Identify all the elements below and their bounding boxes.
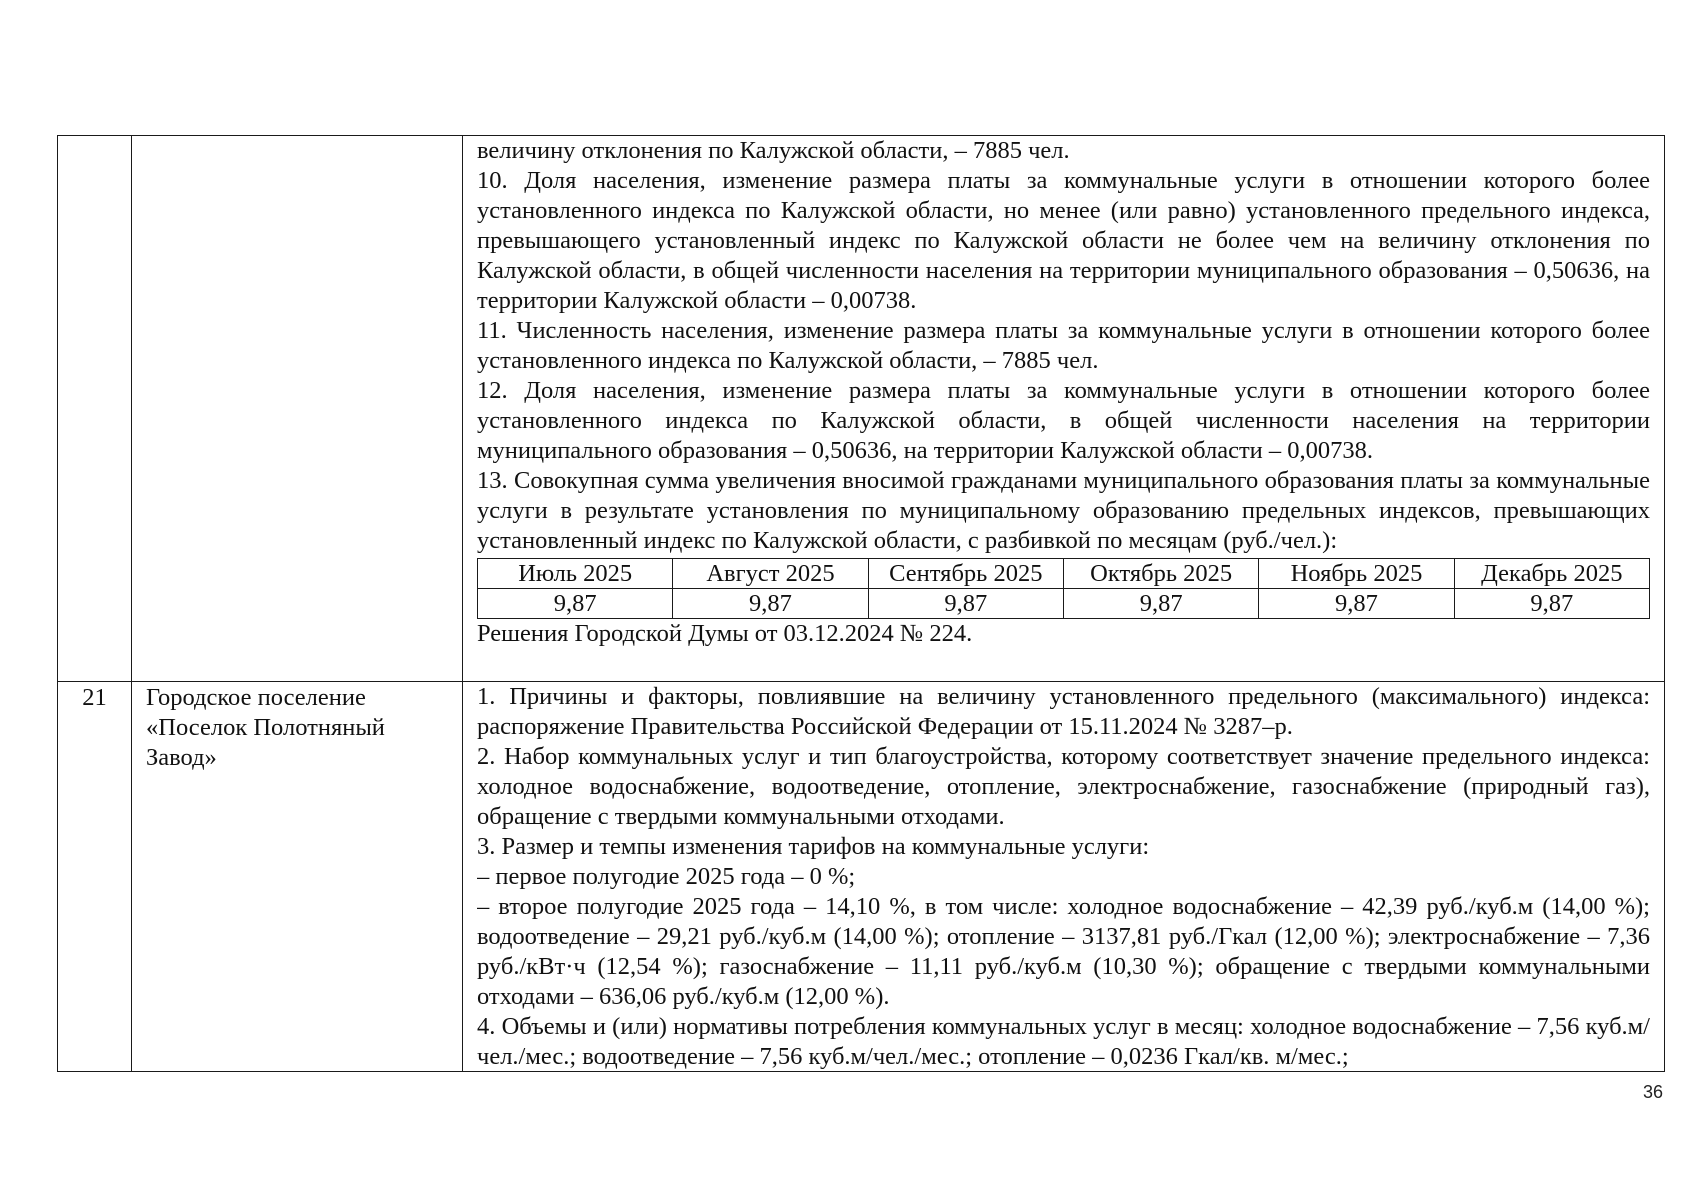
month-value: 9,87 — [868, 589, 1063, 619]
table-row-continued — [58, 136, 1665, 682]
indicator-paragraph: 12. Доля населения, изменение размера платы за коммунальные услуги в отношении которого более установленного индекса по Калужской области, в общей численности населения на территории муниципального образования – 0,50636, на территории Калужской области – 0,00738. — [477, 377, 1650, 464]
indicator-paragraph: 11. Численность населения, изменение размера платы за коммунальные услуги в отношении которого более установленного индекса по Калужской области, – 7885 чел. — [477, 317, 1650, 374]
indicator-paragraph: 2. Набор коммунальных услуг и тип благоустройства, которому соответствует значение предельного индекса: холодное водоснабжение, водоотведение, отопление, электроснабжение, газоснабжение (природный газ), обращение с твердыми коммунальными отходами. — [477, 743, 1650, 830]
month-value-row — [478, 589, 1650, 619]
decision-reference: Решения Городской Думы от 03.12.2024 № 224. — [477, 620, 973, 647]
month-header: Ноябрь 2025 — [1259, 559, 1454, 589]
indicator-paragraph: 1. Причины и факторы, повлиявшие на величину установленного предельного (максимального) индекса: распоряжение Правительства Российской Федерации от 15.11.2024 № 3287–р. — [477, 683, 1650, 740]
monthly-sum-table — [477, 558, 1650, 619]
indicators-content — [477, 682, 1650, 1070]
table-row-21 — [58, 682, 1665, 1072]
indicators-cell — [463, 136, 1665, 682]
indicator-paragraph: 4. Объемы и (или) нормативы потребления коммунальных услуг в месяц: холодное водоснабжение – 7,56 куб.м/чел./мес.; водоотведение – 7,56 куб.м/чел./мес.; отопление – 0,0236 Гкал/кв. м/мес.; — [477, 1013, 1650, 1070]
indicator-paragraph: величину отклонения по Калужской области, – 7885 чел. — [477, 137, 1070, 164]
row-number-cell: 21 — [58, 682, 132, 1072]
indicator-paragraph: – первое полугодие 2025 года – 0 %; — [477, 863, 856, 890]
month-value: 9,87 — [673, 589, 868, 619]
month-header: Август 2025 — [673, 559, 868, 589]
month-header: Июль 2025 — [478, 559, 673, 589]
indicator-paragraph: 3. Размер и темпы изменения тарифов на коммунальные услуги: — [477, 833, 1150, 860]
municipality-name-cell: Городское поселение «Поселок Полотняный Завод» — [132, 682, 463, 1072]
month-value: 9,87 — [1063, 589, 1258, 619]
month-value: 9,87 — [1454, 589, 1649, 619]
month-value: 9,87 — [1259, 589, 1454, 619]
month-header: Сентябрь 2025 — [868, 559, 1063, 589]
month-header-row — [478, 559, 1650, 589]
indices-table — [57, 135, 1665, 1072]
municipality-name-cell — [132, 136, 463, 682]
indicators-cell — [463, 682, 1665, 1072]
month-header: Декабрь 2025 — [1454, 559, 1649, 589]
indicator-paragraph: – второе полугодие 2025 года – 14,10 %, в том числе: холодное водоснабжение – 42,39 руб./куб.м (14,00 %); водоотведение – 29,21 руб./куб.м (14,00 %); отопление – 3137,81 руб./Гкал (12,00 %); электроснабжение – 7,36 руб./кВт·ч (12,54 %); газоснабжение – 11,11 руб./куб.м (10,30 %); обращение с твердыми коммунальными отходами – 636,06 руб./куб.м (12,00 %). — [477, 893, 1650, 1010]
month-value: 9,87 — [478, 589, 673, 619]
month-header: Октябрь 2025 — [1063, 559, 1258, 589]
row-number-cell — [58, 136, 132, 682]
indicator-paragraph: 13. Совокупная сумма увеличения вносимой гражданами муниципального образования платы за коммунальные услуги в результате установления по муниципальному образованию предельных индексов, превышающих установленный индекс по Калужской области, с разбивкой по месяцам (руб./чел.): — [477, 467, 1650, 554]
indicator-paragraph: 10. Доля населения, изменение размера платы за коммунальные услуги в отношении которого более установленного индекса по Калужской области, но менее (или равно) установленного предельного индекса, превышающего установленный индекс по Калужской области не более чем на величину отклонения по Калужской области, в общей численности населения на территории муниципального образования – 0,50636, на территории Калужской области – 0,00738. — [477, 167, 1650, 314]
page-number: 36 — [1642, 1082, 1663, 1102]
